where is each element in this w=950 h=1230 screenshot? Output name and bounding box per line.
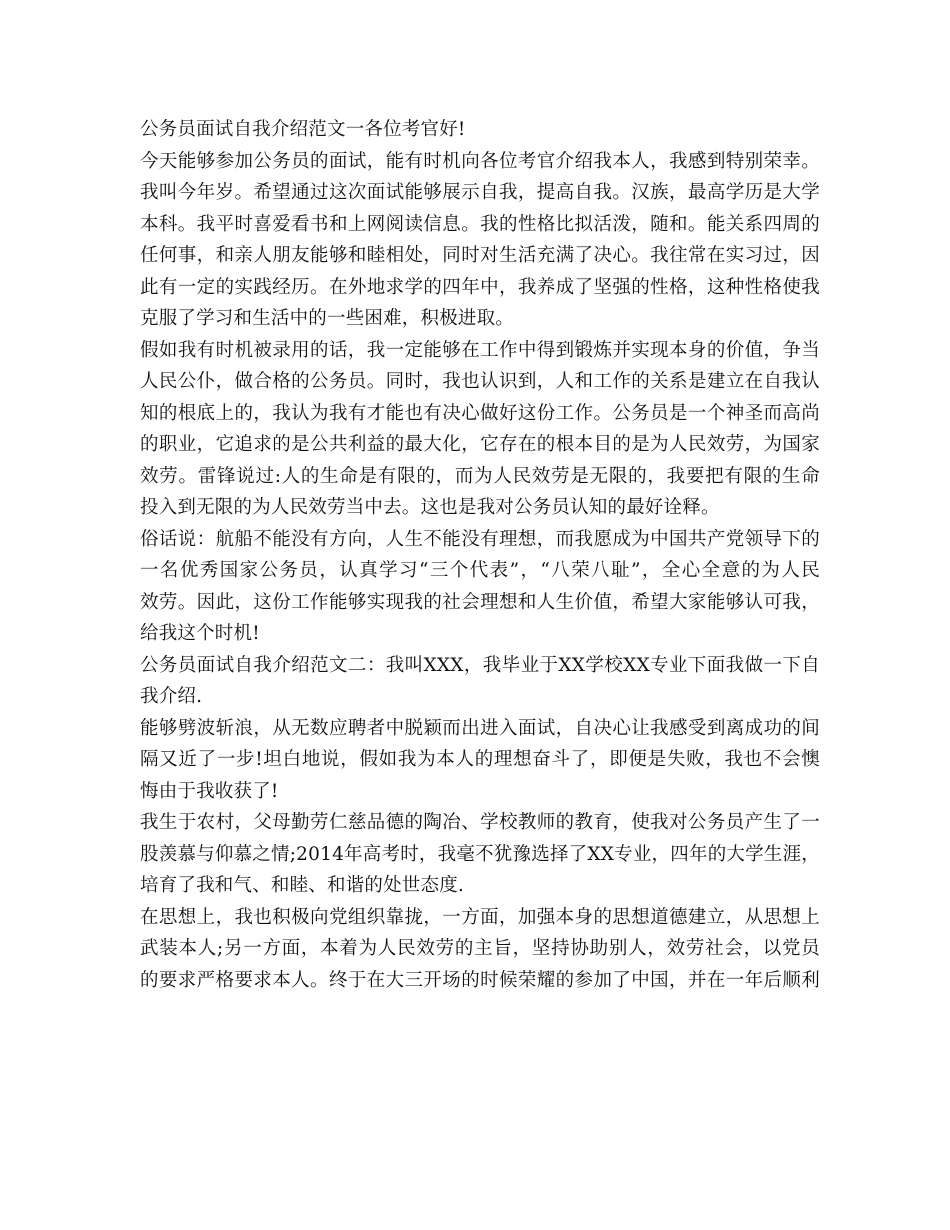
text-line: 我叫今年岁。希望通过这次面试能够展示自我，提高自我。汉族，最高学历是大学 xyxy=(140,182,820,203)
text-line: 悔由于我收获了! xyxy=(140,780,279,802)
text-line: 投入到无限的为人民效劳当中去。这也是我对公务员认知的最好诠释。 xyxy=(140,497,720,518)
text-line: 假如我有时机被录用的话，我一定能够在工作中得到锻炼并实现本身的价值，争当 xyxy=(140,339,820,361)
text-line: 本科。我平时喜爱看书和上网阅读信息。我的性格比拟活泼，随和。能关系四周的 xyxy=(140,213,820,235)
text-line: 股羡慕与仰慕之情;2014年高考时，我毫不犹豫选择了XX专业，四年的大学生涯， xyxy=(140,843,820,865)
text-line: 人民公仆，做合格的公务员。同时，我也认识到，人和工作的关系是建立在自我认 xyxy=(140,371,820,392)
text-line: 效劳。雷锋说过:人的生命是有限的，而为人民效劳是无限的，我要把有限的生命 xyxy=(140,465,820,487)
text-line: 能够劈波斩浪，从无数应聘者中脱颖而出进入面试，自决心让我感受到离成功的间 xyxy=(140,717,820,739)
text-line: 给我这个时机! xyxy=(140,623,260,644)
text-line: 一名优秀国家公务员，认真学习“三个代表”，“八荣八耻”，全心全意的为人民 xyxy=(140,560,820,581)
text-line: 隔又近了一步!坦白地说，假如我为本人的理想奋斗了，即便是失败，我也不会懊 xyxy=(140,749,820,770)
text-line: 俗话说：航船不能没有方向，人生不能没有理想，而我愿成为中国共产党领导下的 xyxy=(140,528,820,550)
text-line: 克服了学习和生活中的一些困难，积极进取。 xyxy=(140,308,515,329)
text-line: 在思想上，我也积极向党组织靠拢，一方面，加强本身的思想道德建立，从思想上 xyxy=(140,906,820,928)
text-line: 的职业，它追求的是公共利益的最大化，它存在的根本目的是为人民效劳，为国家 xyxy=(140,434,820,455)
text-line: 武装本人;另一方面，本着为人民效劳的主旨，坚持协助别人，效劳社会，以党员 xyxy=(140,938,820,959)
text-line: 培育了我和气、和睦、和谐的处世态度. xyxy=(140,875,464,896)
text-line: 今天能够参加公务员的面试，能有时机向各位考官介绍我本人，我感到特别荣幸。 xyxy=(140,150,820,172)
text-line: 公务员面试自我介绍范文二：我叫XXX，我毕业于XX学校XX专业下面我做一下自 xyxy=(140,654,820,676)
text-line: 效劳。因此，这份工作能够实现我的社会理想和人生价值，希望大家能够认可我， xyxy=(140,591,820,613)
text-line: 我介绍. xyxy=(140,686,203,707)
text-line: 任何事，和亲人朋友能够和睦相处，同时对生活充满了决心。我往常在实习过，因 xyxy=(140,245,820,266)
text-line: 公务员面试自我介绍范文一各位考官好! xyxy=(140,119,466,140)
text-line: 的要求严格要求本人。终于在大三开场的时候荣耀的参加了中国，并在一年后顺利 xyxy=(140,969,820,991)
text-line: 我生于农村，父母勤劳仁慈品德的陶冶、学校教师的教育，使我对公务员产生了一 xyxy=(140,812,820,833)
text-line: 此有一定的实践经历。在外地求学的四年中，我养成了坚强的性格，这种性格使我 xyxy=(140,276,820,298)
text-line: 知的根底上的，我认为我有才能也有决心做好这份工作。公务员是一个神圣而高尚 xyxy=(140,402,820,424)
document-body xyxy=(140,114,820,996)
